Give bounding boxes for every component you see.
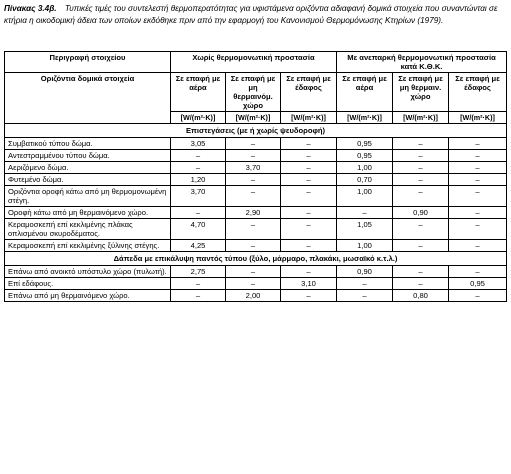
value-cell: –: [449, 138, 507, 150]
row-label: Επάνω από μη θερμαινόμενο χώρο.: [5, 290, 171, 302]
value-cell: –: [226, 138, 281, 150]
row-label: Επί εδάφους.: [5, 278, 171, 290]
u-value-table: [4, 51, 507, 302]
value-cell: –: [393, 138, 449, 150]
value-cell: –: [281, 219, 337, 240]
value-cell: 0,90: [337, 266, 393, 278]
value-cell: –: [281, 174, 337, 186]
value-cell: –: [171, 162, 226, 174]
table-row: [5, 150, 507, 162]
value-cell: –: [171, 278, 226, 290]
value-cell: –: [226, 219, 281, 240]
unit-cell: [W/(m²·K)]: [281, 112, 337, 124]
header-sub-ground-1: Σε επαφή με έδαφος: [281, 73, 337, 112]
value-cell: –: [337, 207, 393, 219]
value-cell: –: [226, 174, 281, 186]
value-cell: –: [281, 138, 337, 150]
value-cell: 0,90: [393, 207, 449, 219]
value-cell: –: [449, 266, 507, 278]
header-sub-ground-2: Σε επαφή με έδαφος: [449, 73, 507, 112]
value-cell: 1,20: [171, 174, 226, 186]
value-cell: –: [449, 162, 507, 174]
value-cell: –: [171, 290, 226, 302]
value-cell: 1,00: [337, 186, 393, 207]
value-cell: –: [393, 186, 449, 207]
value-cell: 3,70: [171, 186, 226, 207]
value-cell: –: [226, 150, 281, 162]
caption-text: Τυπικές τιμές του συντελεστή θερμοπερατότητας για υφιστάμενα οριζόντια αδιαφανή δομικά στοιχεία που συναντώνται σε κτήρια η οικοδομική άδεια των οποίων εκδόθηκε πριν από την εφαρμογή του Κανονισμού Θερμομόνωσης Κτηρίων (1979).: [4, 4, 498, 25]
table-caption: [4, 3, 504, 26]
header-sub-unheated-2: Σε επαφή με μη θερμαιν. χώρο: [393, 73, 449, 112]
value-cell: –: [449, 174, 507, 186]
value-cell: –: [393, 266, 449, 278]
unit-cell: [W/(m²·K)]: [337, 112, 393, 124]
header-sub-unheated-1: Σε επαφή με μη θερμαινόμ. χώρο: [226, 73, 281, 112]
section-title: Δάπεδα με επικάλυψη παντός τύπου (ξύλο, μάρμαρο, πλακάκι, μωσαϊκό κ.τ.λ.): [5, 252, 507, 266]
value-cell: –: [393, 219, 449, 240]
header-description: Περιγραφή στοιχείου: [5, 52, 171, 73]
value-cell: –: [171, 207, 226, 219]
row-label: Αντεστραμμένου τύπου δώμα.: [5, 150, 171, 162]
header-row-sub: [5, 73, 507, 112]
value-cell: –: [393, 240, 449, 252]
header-group-insufficient: Με ανεπαρκή θερμομονωτική προστασία κατά Κ.Θ.Κ.: [337, 52, 507, 73]
unit-cell: [W/(m²·K)]: [226, 112, 281, 124]
header-sub-air-2: Σε επαφή με αέρα: [337, 73, 393, 112]
value-cell: –: [281, 290, 337, 302]
value-cell: –: [171, 150, 226, 162]
value-cell: 1,00: [337, 162, 393, 174]
value-cell: –: [281, 186, 337, 207]
value-cell: –: [281, 240, 337, 252]
table-row: [5, 290, 507, 302]
value-cell: –: [393, 162, 449, 174]
table-row: [5, 162, 507, 174]
caption-label: Πίνακας 3.4β.: [4, 4, 57, 13]
value-cell: 1,00: [337, 240, 393, 252]
header-group-no-insulation: Χωρίς θερμομονωτική προστασία: [171, 52, 337, 73]
value-cell: –: [226, 186, 281, 207]
value-cell: 0,95: [337, 138, 393, 150]
value-cell: –: [226, 240, 281, 252]
value-cell: –: [281, 266, 337, 278]
value-cell: –: [449, 150, 507, 162]
value-cell: 1,05: [337, 219, 393, 240]
section-header-row: [5, 252, 507, 266]
header-sub-air-1: Σε επαφή με αέρα: [171, 73, 226, 112]
table-row: [5, 207, 507, 219]
value-cell: –: [337, 278, 393, 290]
header-row-groups: [5, 52, 507, 73]
value-cell: 2,90: [226, 207, 281, 219]
value-cell: 0,95: [337, 150, 393, 162]
row-label: Κεραμοσκεπή επί κεκλιμένης πλάκας οπλισμένου σκυροδέματος.: [5, 219, 171, 240]
unit-cell: [W/(m²·K)]: [449, 112, 507, 124]
value-cell: –: [393, 150, 449, 162]
value-cell: –: [281, 162, 337, 174]
unit-cell: [W/(m²·K)]: [393, 112, 449, 124]
value-cell: 3,10: [281, 278, 337, 290]
value-cell: 3,05: [171, 138, 226, 150]
value-cell: –: [281, 150, 337, 162]
value-cell: 2,00: [226, 290, 281, 302]
row-label: Συμβατικού τύπου δώμα.: [5, 138, 171, 150]
value-cell: –: [226, 266, 281, 278]
value-cell: 3,70: [226, 162, 281, 174]
value-cell: 0,70: [337, 174, 393, 186]
table-row: [5, 266, 507, 278]
row-label: Επάνω από ανοικτό υπόστυλο χώρο (πυλωτή).: [5, 266, 171, 278]
header-horizontal-elements: Οριζόντια δομικά στοιχεία: [5, 73, 171, 124]
value-cell: –: [337, 290, 393, 302]
table-row: [5, 219, 507, 240]
table-row: [5, 278, 507, 290]
value-cell: 4,25: [171, 240, 226, 252]
section-header-row: [5, 124, 507, 138]
table-row: [5, 186, 507, 207]
row-label: Οριζόντια οροφή κάτω από μη θερμομονωμένη στέγη.: [5, 186, 171, 207]
unit-cell: [W/(m²·K)]: [171, 112, 226, 124]
value-cell: –: [226, 278, 281, 290]
table-row: [5, 240, 507, 252]
value-cell: –: [393, 278, 449, 290]
value-cell: –: [393, 174, 449, 186]
value-cell: –: [449, 207, 507, 219]
row-label: Φυτεμένο δώμα.: [5, 174, 171, 186]
value-cell: –: [281, 207, 337, 219]
row-label: Οροφή κάτω από μη θερμαινόμενο χώρο.: [5, 207, 171, 219]
value-cell: –: [449, 240, 507, 252]
value-cell: 4,70: [171, 219, 226, 240]
section-title: Επιστεγάσεις (με ή χωρίς ψευδοροφή): [5, 124, 507, 138]
value-cell: 0,95: [449, 278, 507, 290]
table-row: [5, 138, 507, 150]
table-row: [5, 174, 507, 186]
value-cell: –: [449, 186, 507, 207]
row-label: Κεραμοσκεπή επί κεκλιμένης ξύλινης στέγης.: [5, 240, 171, 252]
value-cell: –: [449, 219, 507, 240]
value-cell: 0,80: [393, 290, 449, 302]
value-cell: 2,75: [171, 266, 226, 278]
value-cell: –: [449, 290, 507, 302]
row-label: Αεριζόμενο δώμα.: [5, 162, 171, 174]
